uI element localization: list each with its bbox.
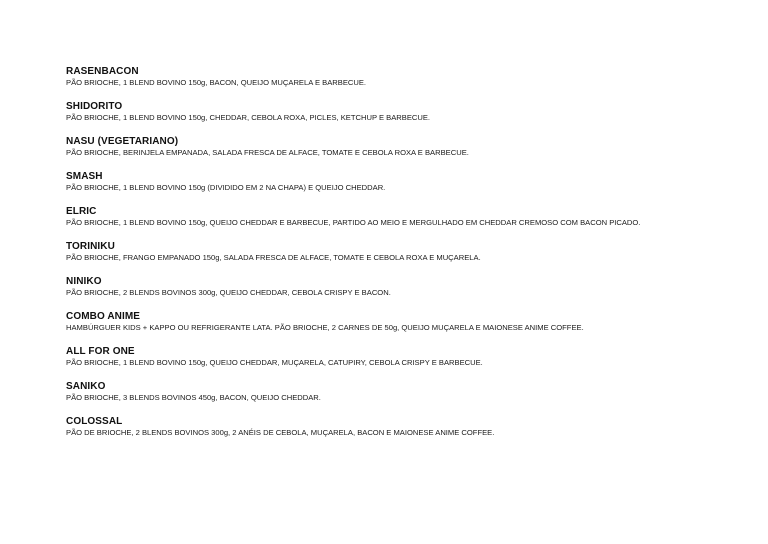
item-name: SANIKO [66, 381, 106, 392]
menu-item-niniko [66, 276, 756, 311]
item-name: COLOSSAL [66, 416, 123, 427]
item-name: SHIDORITO [66, 101, 123, 112]
item-description: PÃO BRIOCHE, 1 BLEND BOVINO 150g, QUEIJO CHEDDAR E BARBECUE, PARTIDO AO MEIO E MERGULHADO EM CHEDDAR CREMOSO COM BACON PICADO. [66, 218, 641, 227]
menu-item-shidorito [66, 101, 756, 136]
item-description: PÃO BRIOCHE, FRANGO EMPANADO 150g, SALADA FRESCA DE ALFACE, TOMATE E CEBOLA ROXA E MUÇARELA. [66, 253, 481, 262]
item-name: TORINIKU [66, 241, 115, 252]
item-name: SMASH [66, 171, 103, 182]
item-description: PÃO BRIOCHE, 1 BLEND BOVINO 150g (DIVIDIDO EM 2 NA CHAPA) E QUEIJO CHEDDAR. [66, 183, 386, 192]
item-description: PÃO BRIOCHE, 1 BLEND BOVINO 150g, CHEDDAR, CEBOLA ROXA, PICLES, KETCHUP E BARBECUE. [66, 113, 431, 122]
item-description: PÃO BRIOCHE, 3 BLENDS BOVINOS 450g, BACON, QUEIJO CHEDDAR. [66, 393, 321, 402]
menu-item-toriniku [66, 241, 756, 276]
item-name: RASENBACON [66, 66, 139, 77]
item-name: NASU (VEGETARIANO) [66, 136, 179, 147]
item-name: NINIKO [66, 276, 102, 287]
menu-item-colossal [66, 416, 756, 451]
menu-item-saniko [66, 381, 756, 416]
item-name: ALL FOR ONE [66, 346, 135, 357]
item-name: COMBO ANIME [66, 311, 141, 322]
menu-item-smash [66, 171, 756, 206]
item-description: PÃO BRIOCHE, BERINJELA EMPANADA, SALADA FRESCA DE ALFACE, TOMATE E CEBOLA ROXA E BARBECUE. [66, 148, 469, 157]
item-name: ELRIC [66, 206, 97, 217]
item-description: HAMBÚRGUER KIDS + KAPPO OU REFRIGERANTE LATA. PÃO BRIOCHE, 2 CARNES DE 50g, QUEIJO MUÇARELA E MAIONESE ANIME COFFEE. [66, 323, 584, 332]
menu-item-combo-anime [66, 311, 756, 346]
menu-item-nasu [66, 136, 756, 171]
menu-list [66, 66, 756, 451]
menu-item-rasenbacon [66, 66, 756, 101]
menu-item-all-for-one [66, 346, 756, 381]
item-description: PÃO DE BRIOCHE, 2 BLENDS BOVINOS 300g, 2 ANÉIS DE CEBOLA, MUÇARELA, BACON E MAIONESE ANIME COFFEE. [66, 428, 495, 437]
menu-item-elric [66, 206, 756, 241]
item-description: PÃO BRIOCHE, 2 BLENDS BOVINOS 300g, QUEIJO CHEDDAR, CEBOLA CRISPY E BACON. [66, 288, 391, 297]
item-description: PÃO BRIOCHE, 1 BLEND BOVINO 150g, QUEIJO CHEDDAR, MUÇARELA, CATUPIRY, CEBOLA CRISPY E BARBECUE. [66, 358, 483, 367]
item-description: PÃO BRIOCHE, 1 BLEND BOVINO 150g, BACON, QUEIJO MUÇARELA E BARBECUE. [66, 78, 367, 87]
